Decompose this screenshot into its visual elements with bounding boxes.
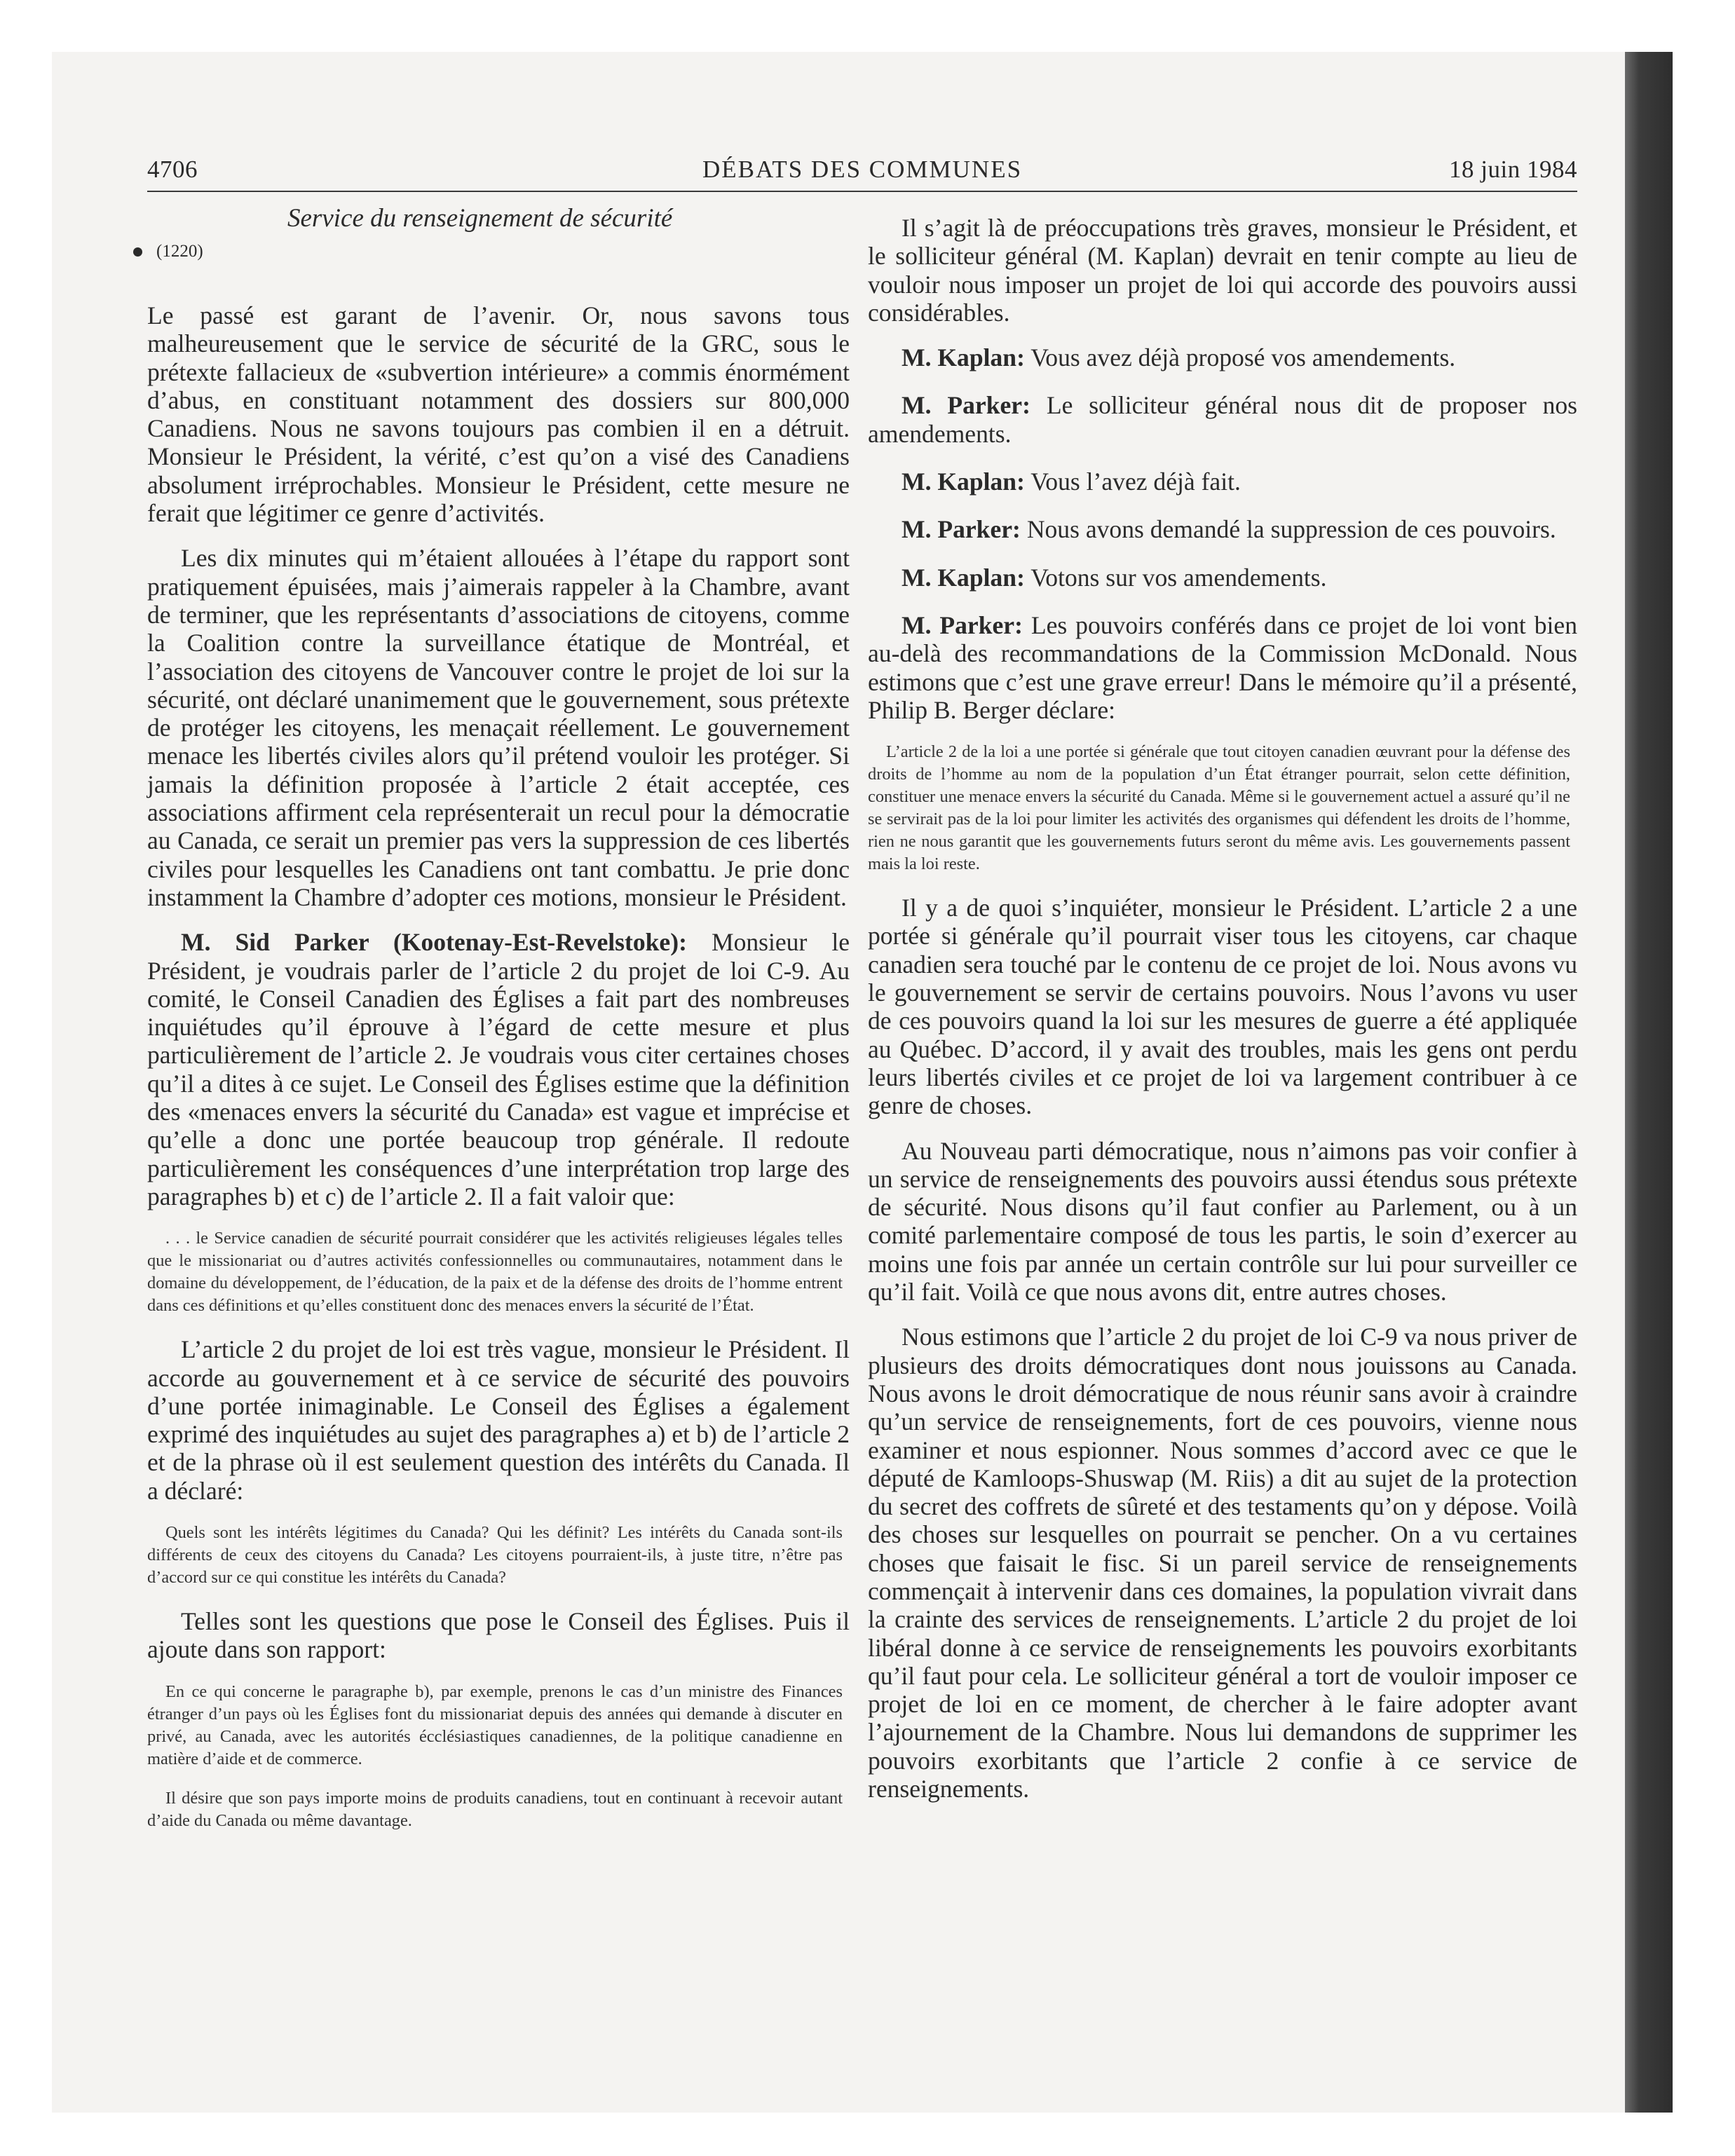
paragraph: L’article 2 du projet de loi est très vague, monsieur le Président. Il accorde au gouvernement et à ce service de sécurité des pouvoirs d’une portée inimaginable. Le Conseil des Églises a également exprimé des inquiétudes au sujet des paragraphes a) et b) de l’article 2 et de la phrase où il est seulement question des intérêts du Canada. Il a déclaré:	[147, 1335, 850, 1505]
speaker-name: M. Parker:	[901, 391, 1030, 420]
speaker-name: M. Kaplan:	[901, 468, 1025, 496]
exchange-line: M. Kaplan: Vous avez déjà proposé vos amendements.	[901, 343, 1456, 372]
speaker-name: M. Sid Parker (Kootenay-Est-Revelstoke):	[181, 928, 687, 957]
paragraph: M. Sid Parker (Kootenay-Est-Revelstoke): Monsieur le Président, je voudrais parler de l’article 2 du projet de loi C-9. Au comité, le Conseil Canadien des Églises a fait part des nombreuses inquiétudes qu’il éprouve à l’égard de cette mesure et plus particulièrement de l’article 2. Je voudrais vous citer certaines choses qu’il a dites à ce sujet. Le Conseil des Églises estime que la définition des «menaces envers la sécurité du Canada» est vague et imprécise et qu’elle a donc une portée beaucoup trop générale. Il redoute particulièrement les conséquences d’une interprétation trop large des paragraphes b) et c) de l’article 2. Il a fait valoir que:	[147, 928, 850, 1210]
page-number: 4706	[147, 156, 198, 183]
timestamp-marker	[133, 242, 203, 261]
block-quote: Quels sont les intérêts légitimes du Canada? Qui les définit? Les intérêts du Canada sont-ils différents de ceux des citoyens du Canada? Les citoyens pourraient-ils, à juste titre, n’être pas d’accord sur ce qui constitue les intérêts du Canada?	[147, 1522, 843, 1587]
block-quote: . . . le Service canadien de sécurité pourrait considérer que les activités religieuses légales telles que le missionariat ou d’autres activités confessionnelles ou communautaires, notamment dans le domaine du développement, de l’éducation, de la paix et de la défense des droits de l’homme entrent dans ces définitions et qu’elles constituent donc des menaces envers la sécurité de l’État.	[147, 1229, 843, 1316]
paragraph: Le passé est garant de l’avenir. Or, nous savons tous malheureusement que le service de sécurité de la GRC, sous le prétexte fallacieux de «subvertion intérieure» a commis énormément d’abus, en constituant notamment des dossiers sur 800,000 Canadiens. Nous ne savons toujours pas combien il en a détruit. Monsieur le Président, la vérité, c’est qu’on a visé des Canadiens absolument irréprochables. Monsieur le Président, cette mesure ne ferait que légitimer ce genre d’activités.	[147, 301, 850, 528]
journal-title: DÉBATS DES COMMUNES	[702, 156, 1023, 183]
exchange-line: M. Parker: Le solliciteur général nous dit de proposer nos amendements.	[868, 391, 1577, 448]
running-header	[147, 156, 1577, 192]
exchange-line: M. Kaplan: Votons sur vos amendements.	[901, 563, 1327, 592]
section-title: Service du renseignement de sécurité	[287, 204, 673, 233]
speaker-name: M. Parker:	[901, 610, 1023, 639]
paragraph: M. Parker: Les pouvoirs conférés dans ce projet de loi vont bien au-delà des recommandations de la Commission McDonald. Nous estimons que c’est une grave erreur! Dans le mémoire qu’il a présenté, Philip B. Berger déclare:	[868, 610, 1577, 724]
paragraph: Il y a de quoi s’inquiéter, monsieur le Président. L’article 2 a une portée si générale qu’il pourrait viser tous les citoyens, car chaque canadien sera touché par le contenu de ce projet de loi. Nous avons vu le gouvernement se servir de certains pouvoirs. Nous l’avons vu user de ces pouvoirs quand la loi sur les mesures de guerre a été appliquée au Québec. D’accord, il y avait des troubles, mais les gens ont perdu leurs libertés civiles et ce projet de loi va largement contribuer à ce genre de choses.	[868, 894, 1577, 1120]
exchange-line: M. Kaplan: Vous l’avez déjà fait.	[901, 468, 1241, 496]
speaker-name: M. Parker:	[901, 515, 1021, 544]
paragraph: Nous estimons que l’article 2 du projet de loi C-9 va nous priver de plusieurs des droits démocratiques dont nous jouissons au Canada. Nous avons le droit démocratique de nous réunir sans avoir à craindre qu’un service de renseignements, fort de ces pouvoirs, vienne nous examiner et nous espionner. Nous sommes d’accord avec ce que le député de Kamloops-Shuswap (M. Riis) a dit au sujet de la protection du secret des coffrets de sûreté et des testaments qu’on y dépose. Voilà des choses sur lesquelles on pourrait se pencher. On a vu certaines choses que faisait le fisc. Si un pareil service de renseignements commençait à intervenir dans ces domaines, la population vivrait dans la crainte des services de renseignements. L’article 2 du projet de loi libéral donne à ce service de renseignements les pouvoirs exorbitants qu’il faut pour cela. Le solliciteur général a tort de vouloir imposer ce projet de loi en ce moment, de chercher à le faire adopter avant l’ajournement de la Chambre. Nous lui demandons de supprimer les pouvoirs exorbitants que l’article 2 confie à ce service de renseignements.	[868, 1323, 1577, 1803]
paragraph: Les dix minutes qui m’étaient allouées à l’étape du rapport sont pratiquement épuisées, mais j’aimerais rappeler à la Chambre, avant de terminer, que les représentants d’associations de citoyens, comme la Coalition contre la surveillance étatique de Montréal, et l’association des citoyens de Vancouver contre le projet de loi sur la sécurité, ont déclaré unanimement que le gouvernement, sous prétexte de protéger les citoyens, les menaçait réellement. Le gouvernement menace les libertés civiles alors qu’il prétend vouloir les protéger. Si jamais la définition proposée à l’article 2 était acceptée, ces associations affirment cela représenterait un recul pour la démocratie au Canada, ce serait un premier pas vers la suppression de ces libertés civiles pour lesquelles les Canadiens ont tant combattu. Je prie donc instamment la Chambre d’adopter ces motions, monsieur le Président.	[147, 544, 850, 911]
speaker-name: M. Kaplan:	[901, 563, 1025, 592]
bullet-icon	[133, 247, 142, 257]
right-column	[868, 214, 1577, 1820]
speaker-name: M. Kaplan:	[901, 343, 1025, 372]
timestamp-text: (1220)	[156, 242, 203, 261]
block-quote: En ce qui concerne le paragraphe b), par exemple, prenons le cas d’un ministre des Finances étranger d’un pays où les Églises font du missionariat depuis des années qui demande à discuter en privé, au Canada, avec les autorités écclésiastiques canadiennes, de la politique canadienne en matière d’aide et de commerce.	[147, 1681, 843, 1768]
left-column	[147, 301, 850, 1850]
page-binding-edge	[1625, 52, 1673, 2113]
paragraph: Au Nouveau parti démocratique, nous n’aimons pas voir confier à un service de renseignements des pouvoirs aussi étendus sous prétexte de sécurité. Nous disons qu’il faut confier au Parlement, ou à un comité parlementaire composé de tous les partis, le soin d’exercer au moins une fois par année un certain contrôle sur lui pour surveiller ce qu’il fait. Voilà ce que nous avons dit, entre autres choses.	[868, 1136, 1577, 1306]
issue-date: 18 juin 1984	[1449, 156, 1577, 183]
exchange-line: M. Parker: Nous avons demandé la suppression de ces pouvoirs.	[901, 515, 1556, 544]
block-quote: L’article 2 de la loi a une portée si générale que tout citoyen canadien œuvrant pour la défense des droits de l’homme au nom de la population d’un État étranger pourrait, selon cette définition, constituer une menace envers la sécurité du Canada. Même si le gouvernement actuel a assuré qu’il ne se servirait pas de la loi pour limiter les activités des organismes qui défendent les droits de l’homme, rien ne nous garantit que les gouvernements futurs seront du même avis. Les gouvernements passent mais la loi reste.	[868, 742, 1570, 874]
paragraph: Il s’agit là de préoccupations très graves, monsieur le Président, et le solliciteur général (M. Kaplan) devrait en tenir compte au lieu de vouloir nous imposer un projet de loi qui accorde des pouvoirs aussi considérables.	[868, 214, 1577, 327]
paragraph: Telles sont les questions que pose le Conseil des Églises. Puis il ajoute dans son rapport:	[147, 1606, 850, 1664]
block-quote: Il désire que son pays importe moins de produits canadiens, tout en continuant à recevoir autant d’aide du Canada ou même davantage.	[147, 1788, 843, 1830]
